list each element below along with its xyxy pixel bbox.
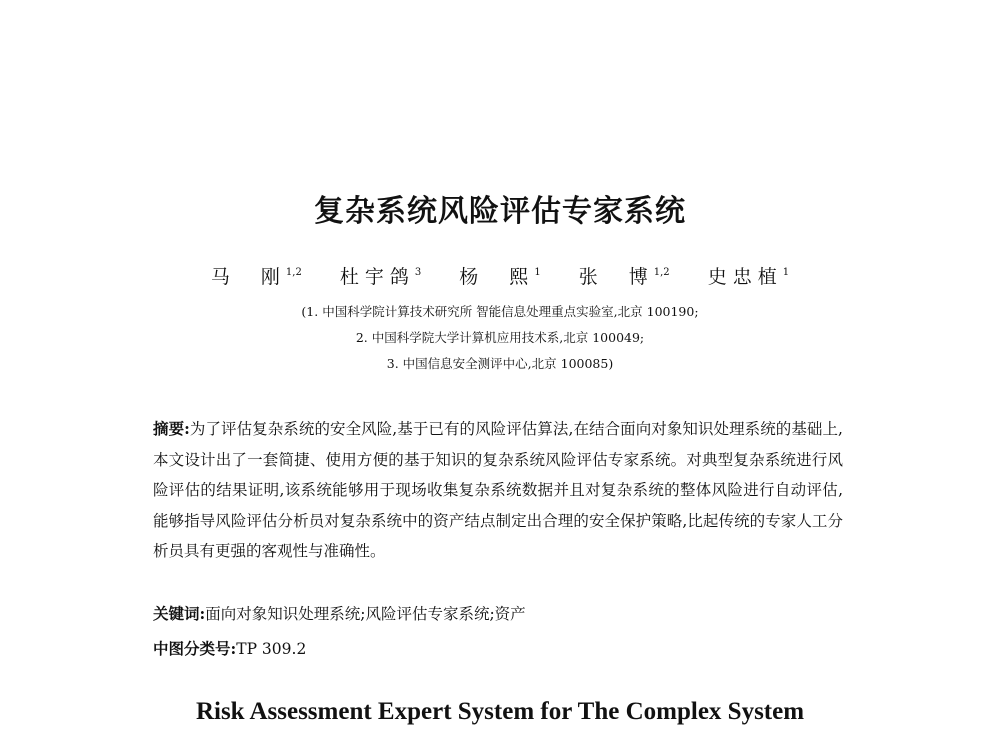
affiliation-line: (1. 中国科学院计算技术研究所 智能信息处理重点实验室,北京 100190;: [301, 304, 699, 319]
abstract: [153, 414, 843, 567]
author: [211, 262, 302, 289]
author-affiliation-marker: 1,2: [285, 267, 302, 278]
author-name: 史忠植: [707, 266, 783, 288]
author-affiliation-marker: 1: [782, 267, 790, 278]
author: [579, 262, 670, 289]
author: [459, 262, 540, 289]
paper-title: 复杂系统风险评估专家系统: [314, 194, 686, 229]
classification-number: [153, 637, 853, 659]
english-title: Risk Assessment Expert System for The Complex System: [195, 698, 805, 725]
keywords-label: 关键词:: [153, 604, 206, 623]
author-affiliation-marker: 1: [534, 267, 541, 278]
affiliation-line: 3. 中国信息安全测评中心,北京 100085): [386, 356, 614, 371]
author-name: 杨 熙: [459, 266, 535, 288]
keywords: [153, 602, 853, 624]
author-list: [0, 262, 1000, 289]
author-name: 马 刚: [210, 266, 286, 288]
author: [340, 262, 421, 289]
author-affiliation-marker: 3: [414, 267, 422, 278]
author-name: 张 博: [578, 266, 654, 288]
abstract-label: 摘要:: [153, 419, 190, 438]
keywords-text: 面向对象知识处理系统;风险评估专家系统;资产: [205, 605, 526, 623]
author: [708, 262, 789, 289]
affiliation-line: 2. 中国科学院大学计算机应用技术系,北京 100049;: [355, 330, 645, 345]
author-name: 杜宇鸽: [339, 266, 415, 288]
classification-label: 中图分类号:: [153, 639, 237, 658]
author-affiliation-marker: 1,2: [653, 267, 670, 278]
classification-value: TP 309.2: [236, 640, 307, 658]
abstract-text: 为了评估复杂系统的安全风险,基于已有的风险评估算法,在结合面向对象知识处理系统的基础上,本文设计出了一套简捷、使用方便的基于知识的复杂系统风险评估专家系统。对典型复杂系统进行风险评估的结果证明,该系统能够用于现场收集复杂系统数据并且对复杂系统的整体风险进行自动评估,能够指导风险评估分析员对复杂系统中的资产结点制定出合理的安全保护策略,比起传统的专家人工分析员具有更强的客观性与准确性。: [153, 420, 843, 560]
